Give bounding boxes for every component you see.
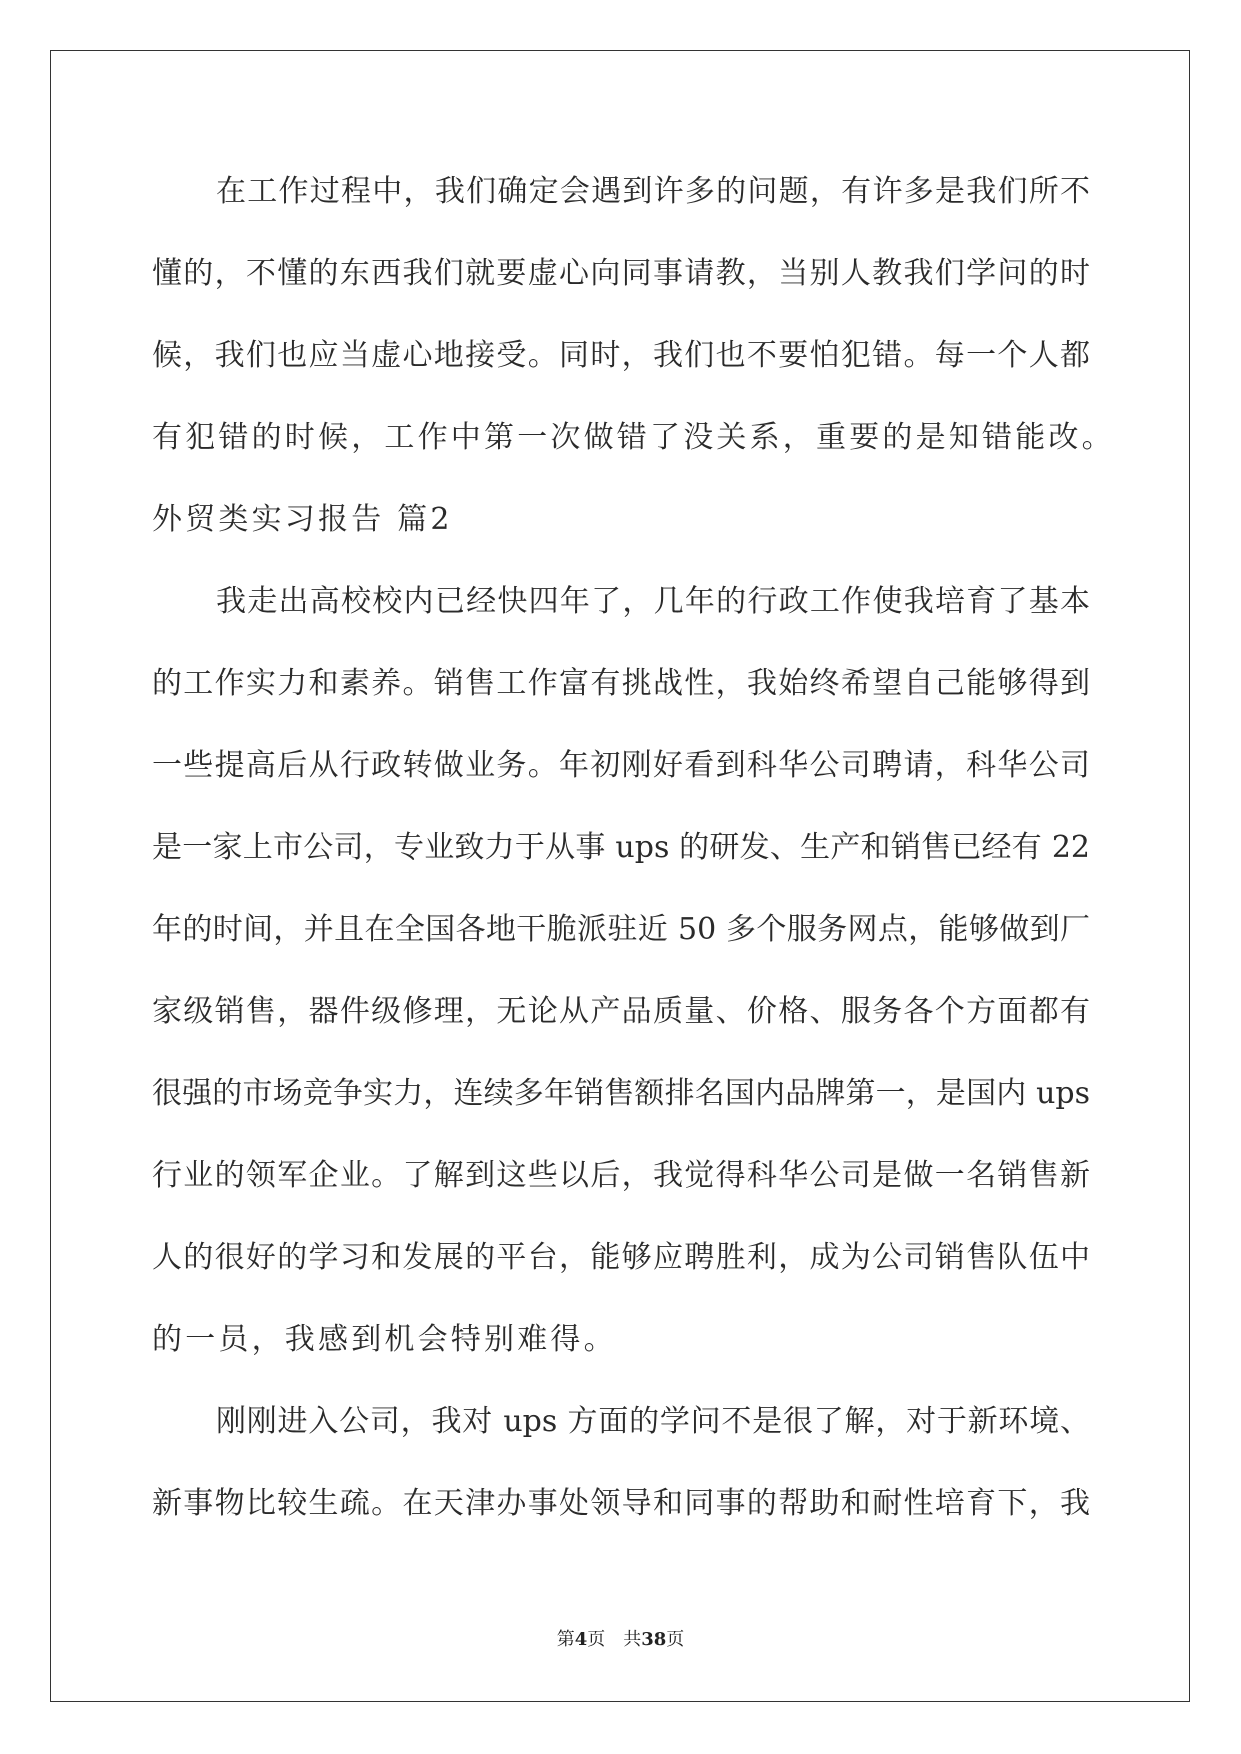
paragraph-line: 是一家上市公司，专业致力于从事 ups 的研发、生产和销售已经有 22	[152, 830, 1090, 865]
total-page-count: 38	[641, 1629, 667, 1650]
footer-prefix: 第	[556, 1629, 575, 1650]
section-heading: 外贸类实习报告 篇2	[152, 502, 453, 537]
paragraph-line: 的一员，我感到机会特别难得。	[152, 1322, 617, 1357]
paragraph-line: 候，我们也应当虚心地接受。同时，我们也不要怕犯错。每一个人都	[152, 338, 1090, 373]
document-body	[152, 164, 1115, 1558]
paragraph-line: 家级销售，器件级修理，无论从产品质量、价格、服务各个方面都有	[152, 994, 1090, 1029]
paragraph-line: 一些提高后从行政转做业务。年初刚好看到科华公司聘请，科华公司	[152, 748, 1090, 783]
footer-suffix: 页	[666, 1629, 685, 1650]
paragraph-line: 新事物比较生疏。在天津办事处领导和同事的帮助和耐性培育下，我	[152, 1486, 1090, 1521]
paragraph-line: 懂的，不懂的东西我们就要虚心向同事请教，当别人教我们学问的时	[152, 256, 1090, 291]
paragraph-line: 在工作过程中，我们确定会遇到许多的问题，有许多是我们所不	[216, 174, 1090, 209]
paragraph-line: 刚刚进入公司，我对 ups 方面的学问不是很了解，对于新环境、	[216, 1404, 1090, 1439]
paragraph-line: 有犯错的时候，工作中第一次做错了没关系，重要的是知错能改。	[152, 420, 1115, 455]
page-footer	[0, 1625, 1241, 1651]
paragraph-line: 很强的市场竞争实力，连续多年销售额排名国内品牌第一，是国内 ups	[152, 1076, 1090, 1111]
footer-mid: 页 共	[587, 1629, 642, 1650]
paragraph-line: 的工作实力和素养。销售工作富有挑战性，我始终希望自己能够得到	[152, 666, 1090, 701]
paragraph-line: 行业的领军企业。了解到这些以后，我觉得科华公司是做一名销售新	[152, 1158, 1090, 1193]
paragraph-line: 我走出高校校内已经快四年了，几年的行政工作使我培育了基本	[216, 584, 1090, 619]
current-page-number: 4	[574, 1629, 588, 1650]
paragraph-line: 年的时间，并且在全国各地干脆派驻近 50 多个服务网点，能够做到厂	[152, 912, 1090, 947]
paragraph-line: 人的很好的学习和发展的平台，能够应聘胜利，成为公司销售队伍中	[152, 1240, 1090, 1275]
